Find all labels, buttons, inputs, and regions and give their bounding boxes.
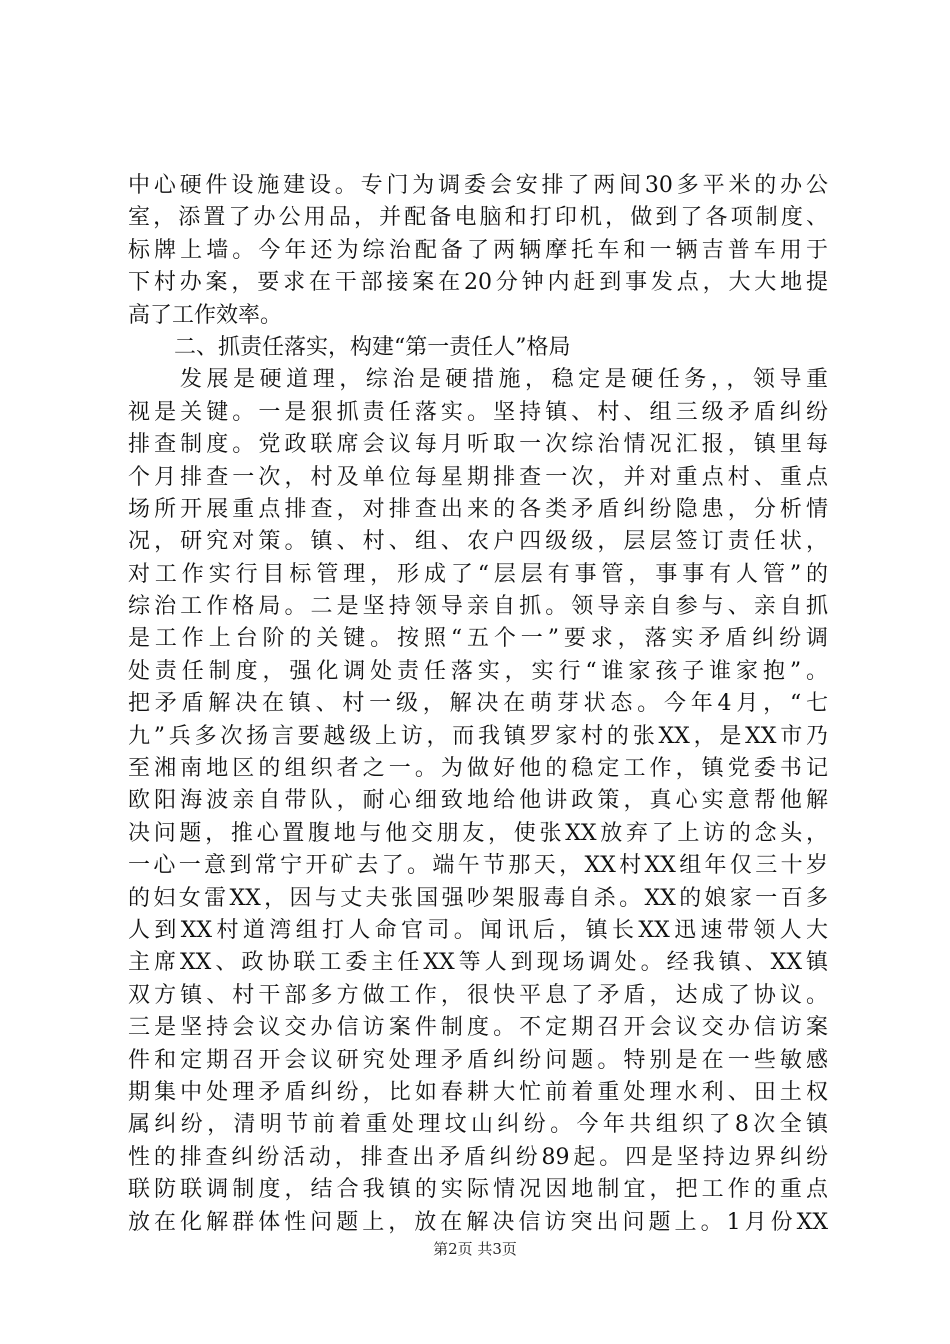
text-line: 双方镇、村干部多方做工作，很快平息了矛盾，达成了协议。 (128, 982, 828, 1008)
text-line: 发展是硬道理，综治是硬措施，稳定是硬任务，，领导重 (180, 367, 828, 393)
text-line: 决问题，推心置腹地与他交朋友，使张XX放弃了上访的念头， (128, 820, 828, 846)
text-line: 下村办案，要求在干部接案在20分钟内赶到事发点，大大地提 (128, 270, 828, 296)
text-line: 九”兵多次扬言要越级上访，而我镇罗家村的张XX，是XX市乃 (128, 723, 828, 749)
text-line: 视是关键。一是狠抓责任落实。坚持镇、村、组三级矛盾纠纷 (128, 399, 828, 425)
text-line: 期集中处理矛盾纠纷，比如春耕大忙前着重处理水利、田土权 (128, 1079, 828, 1105)
text-line: 人到XX村道湾组打人命官司。闻讯后，镇长XX迅速带领人大 (128, 917, 828, 943)
text-line: 主席XX、政协联工委主任XX等人到现场调处。经我镇、XX镇 (128, 950, 828, 976)
text-line: 三是坚持会议交办信访案件制度。不定期召开会议交办信访案 (128, 1015, 828, 1041)
text-line: 标牌上墙。今年还为综治配备了两辆摩托车和一辆吉普车用于 (128, 237, 828, 263)
text-line: 至湘南地区的组织者之一。为做好他的稳定工作，镇党委书记 (128, 756, 828, 782)
text-line: 放在化解群体性问题上，放在解决信访突出问题上。1月份XX (128, 1209, 828, 1235)
body-text (128, 170, 828, 1239)
text-line: 室，添置了办公用品，并配备电脑和打印机，做到了各项制度、 (128, 205, 828, 231)
text-line: 中心硬件设施建设。专门为调委会安排了两间30多平米的办公 (128, 173, 828, 198)
section-heading: 二、抓责任落实，构建“第一责任人”格局 (174, 334, 571, 360)
text-line: 排查制度。党政联席会议每月听取一次综治情况汇报，镇里每 (128, 432, 828, 458)
text-line: 的妇女雷XX，因与丈夫张国强吵架服毒自杀。XX的娘家一百多 (128, 885, 828, 911)
text-line: 一心一意到常宁开矿去了。端午节那天，XX村XX组年仅三十岁 (128, 853, 828, 879)
text-line: 属纠纷，清明节前着重处理坟山纠纷。今年共组织了8次全镇 (128, 1112, 828, 1138)
text-line: 联防联调制度，结合我镇的实际情况因地制宜，把工作的重点 (128, 1177, 828, 1203)
text-line: 个月排查一次，村及单位每星期排查一次，并对重点村、重点 (128, 464, 828, 490)
text-line: 场所开展重点排查，对排查出来的各类矛盾纠纷隐患，分析情 (128, 496, 828, 522)
text-line: 把矛盾解决在镇、村一级，解决在萌芽状态。今年4月，“七 (128, 691, 828, 717)
text-line: 对工作实行目标管理，形成了“层层有事管，事事有人管”的 (128, 561, 828, 587)
text-line: 处责任制度，强化调处责任落实，实行“谁家孩子谁家抱”。 (128, 658, 828, 684)
text-line: 欧阳海波亲自带队，耐心细致地给他讲政策，真心实意帮他解 (128, 788, 828, 814)
page-footer: 第2页 共3页 (433, 1240, 517, 1258)
text-line: 是工作上台阶的关键。按照“五个一”要求，落实矛盾纠纷调 (128, 626, 828, 652)
text-line: 性的排查纠纷活动，排查出矛盾纠纷89起。四是坚持边界纠纷 (128, 1144, 828, 1170)
text-line: 件和定期召开会议研究处理矛盾纠纷问题。特别是在一些敏感 (128, 1047, 828, 1073)
text-line: 综治工作格局。二是坚持领导亲自抓。领导亲自参与、亲自抓 (128, 594, 828, 620)
text-line: 况，研究对策。镇、村、组、农户四级级，层层签订责任状， (128, 529, 828, 555)
text-line: 高了工作效率。 (128, 302, 283, 328)
